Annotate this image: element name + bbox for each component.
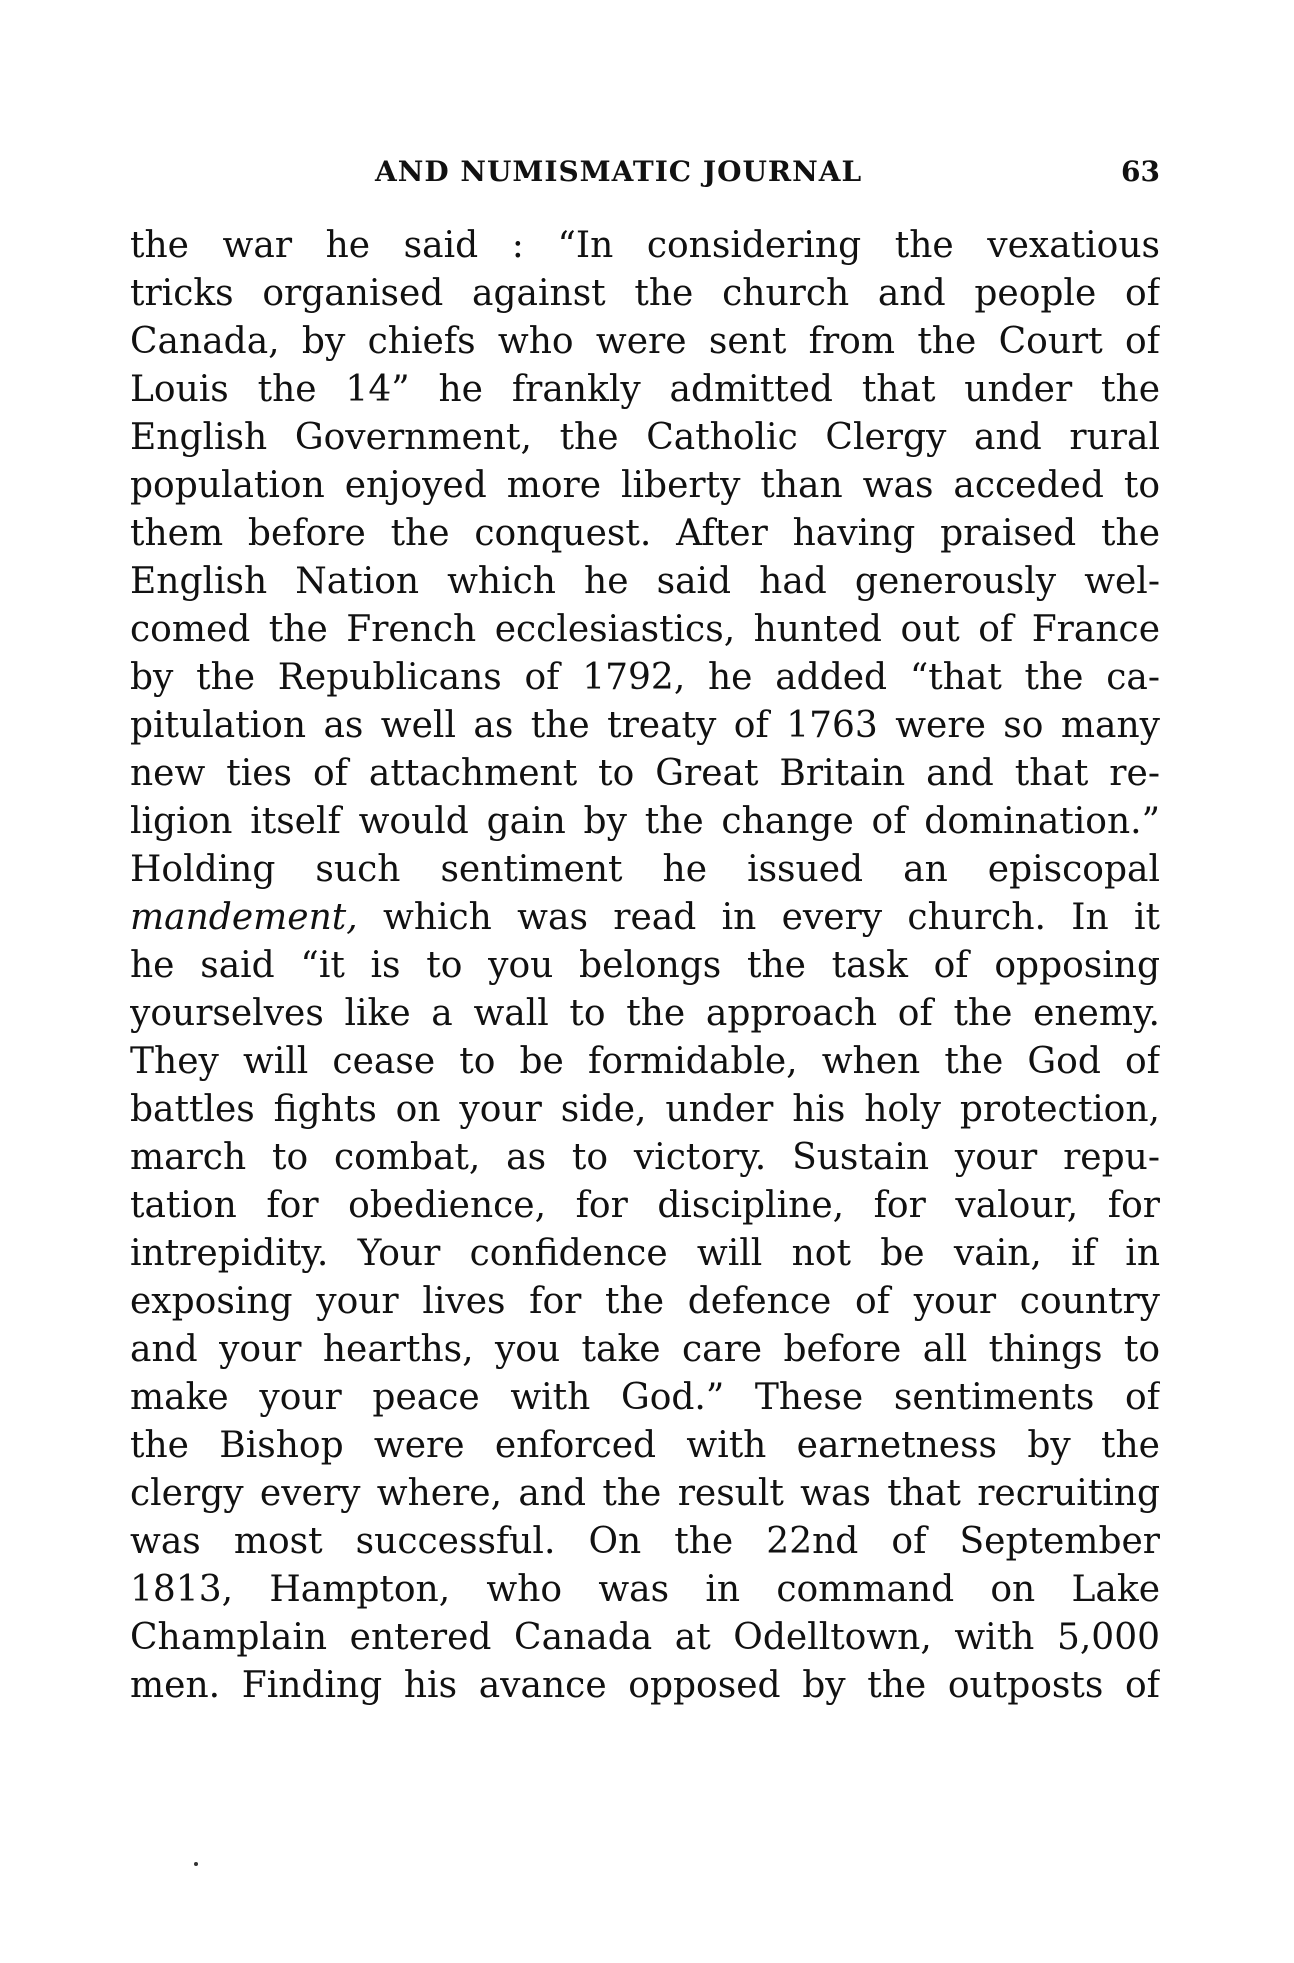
text-line: new ties of attachment to Great Britain and that re- <box>130 753 1160 794</box>
text-line: Champlain entered Canada at Odelltown, with 5,000 <box>130 1617 1160 1658</box>
text-line: yourselves like a wall to the approach of the enemy. <box>130 993 1160 1034</box>
text-line: tation for obedience, for discipline, for valour, for <box>130 1185 1160 1226</box>
text-line: Canada, by chiefs who were sent from the Court of <box>130 321 1160 362</box>
text-line: population enjoyed more liberty than was acceded to <box>130 465 1160 506</box>
text-line: and your hearths, you take care before all things to <box>130 1329 1160 1370</box>
text-line: by the Republicans of 1792, he added “that the ca- <box>130 657 1160 698</box>
scan-speck <box>194 1862 198 1866</box>
text-line-with-italic <box>130 894 1160 942</box>
text-line: make your peace with God.” These sentiments of <box>130 1377 1160 1418</box>
text-line: English Government, the Catholic Clergy and rural <box>130 417 1160 458</box>
text-line: tricks organised against the church and people of <box>130 273 1160 314</box>
text-line: men. Finding his avance opposed by the outposts of <box>130 1665 1160 1706</box>
text-line: comed the French ecclesiastics, hunted out of France <box>130 609 1160 650</box>
running-title: AND NUMISMATIC JOURNAL <box>375 155 863 188</box>
text-line-rest: which was read in every church. In it <box>383 897 1160 938</box>
text-line: Holding such sentiment he issued an episcopal <box>130 849 1160 890</box>
text-line: the Bishop were enforced with earnetness by the <box>130 1425 1160 1466</box>
text-line: intrepidity. Your confidence will not be vain, if in <box>130 1233 1160 1274</box>
text-line: was most successful. On the 22nd of September <box>130 1521 1160 1562</box>
text-line: English Nation which he said had generously wel- <box>130 561 1160 602</box>
text-line: battles fights on your side, under his holy protection, <box>130 1089 1160 1130</box>
text-line: exposing your lives for the defence of your country <box>130 1281 1160 1322</box>
text-line: Louis the 14” he frankly admitted that under the <box>130 369 1160 410</box>
text-line: 1813, Hampton, who was in command on Lake <box>130 1569 1160 1610</box>
text-line: pitulation as well as the treaty of 1763 were so many <box>130 705 1160 746</box>
body-text <box>130 222 1160 1710</box>
text-line: he said “it is to you belongs the task of opposing <box>130 945 1160 986</box>
italic-word: mandement, <box>130 897 358 938</box>
text-line: ligion itself would gain by the change of domination.” <box>130 801 1160 842</box>
page-number: 63 <box>1121 155 1160 188</box>
text-line: them before the conquest. After having praised the <box>130 513 1160 554</box>
running-head <box>130 155 1160 205</box>
text-line: march to combat, as to victory. Sustain your repu- <box>130 1137 1160 1178</box>
text-line: clergy every where, and the result was that recruiting <box>130 1473 1160 1514</box>
text-line: They will cease to be formidable, when the God of <box>130 1041 1160 1082</box>
text-line: the war he said : “In considering the vexatious <box>130 225 1160 266</box>
